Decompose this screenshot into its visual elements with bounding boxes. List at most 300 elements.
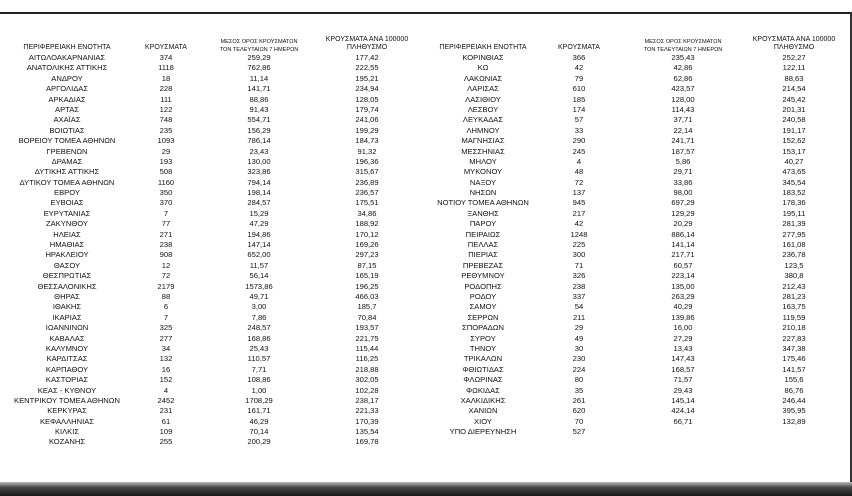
header-cases: ΚΡΟΥΣΜΑΤΑ	[558, 44, 600, 51]
cases-cell: 326	[572, 271, 586, 281]
header-avg7-line1: ΜΕΣΟΣ ΟΡΟΣ ΚΡΟΥΣΜΑΤΩΝ	[220, 39, 298, 45]
avg7-cell: 130,00	[247, 156, 271, 166]
avg7-cell: 70,14	[249, 427, 269, 437]
per100k-cell: 40,27	[784, 156, 804, 166]
per100k-cell: 122,11	[782, 63, 806, 73]
table-row	[0, 157, 426, 167]
avg7-cell: 284,57	[247, 198, 271, 208]
cases-cell: 35	[574, 385, 584, 395]
region-cell: ΚΟΖΑΝΗΣ	[48, 437, 86, 447]
table-row	[0, 188, 426, 198]
avg7-cell: 263,29	[671, 291, 695, 301]
region-cell: ΚΟΡΙΝΘΙΑΣ	[462, 53, 504, 62]
cases-cell: 235	[159, 125, 173, 135]
region-cell: ΝΗΣΩΝ	[469, 188, 497, 198]
cases-cell: 137	[572, 188, 586, 198]
table-row	[0, 292, 426, 302]
cases-cell: 4	[576, 156, 582, 166]
cases-cell: 88	[161, 291, 171, 301]
per100k-cell: 210,18	[782, 323, 806, 333]
header-avg7	[198, 38, 320, 54]
cases-cell: 271	[159, 229, 173, 239]
cases-cell: 225	[572, 240, 586, 250]
cases-cell: 33	[574, 125, 584, 135]
region-cell: ΚΑΡΠΑΘΟΥ	[45, 364, 89, 374]
avg7-cell: 187,57	[671, 146, 695, 156]
avg7-cell: 23,43	[249, 146, 269, 156]
per100k-cell: 191,17	[782, 125, 806, 135]
avg7-cell: 27,29	[673, 333, 693, 343]
table-row	[428, 188, 846, 198]
per100k-cell: 87,15	[357, 260, 377, 270]
cases-cell: 255	[159, 437, 173, 447]
table-row	[428, 84, 846, 94]
per100k-cell: 236,78	[782, 250, 806, 260]
per100k-cell: 395,95	[782, 406, 806, 416]
region-cell: ΑΙΤΩΛΟΑΚΑΡΝΑΝΙΑΣ	[28, 53, 106, 62]
region-cell: ΖΑΚΥΝΘΟΥ	[46, 219, 88, 229]
cases-cell: 34	[161, 343, 171, 353]
avg7-cell: 129,29	[671, 208, 695, 218]
region-cell: ΚΕΦΑΛΛΗΝΙΑΣ	[39, 416, 95, 426]
region-cell: ΛΑΚΩΝΙΑΣ	[463, 73, 503, 83]
per100k-cell: 135,54	[355, 427, 379, 437]
region-cell: ΡΟΔΟΠΗΣ	[464, 281, 502, 291]
avg7-cell: 25,43	[249, 343, 269, 353]
per100k-cell: 345,54	[782, 177, 806, 187]
table-row	[428, 167, 846, 177]
table-row	[428, 115, 846, 125]
region-cell: ΠΑΡΟΥ	[469, 219, 497, 229]
per100k-cell: 234,94	[355, 84, 379, 94]
table-row	[0, 417, 426, 427]
avg7-cell: 91,43	[249, 104, 269, 114]
bottom-border	[0, 482, 852, 496]
region-cell: ΧΙΟΥ	[474, 416, 492, 426]
per100k-cell: 199,29	[355, 125, 379, 135]
region-cell: ΚΑΒΑΛΑΣ	[49, 333, 85, 343]
avg7-cell: 29,71	[673, 167, 693, 177]
region-cell: ΑΡΚΑΔΙΑΣ	[48, 94, 86, 104]
table-row	[0, 136, 426, 146]
cases-cell: 1093	[157, 136, 175, 146]
header-avg7	[620, 38, 746, 54]
per100k-cell: 201,31	[782, 104, 806, 114]
cases-cell: 42	[574, 219, 584, 229]
per100k-cell: 152,62	[782, 136, 806, 146]
cases-cell: 42	[574, 63, 584, 73]
avg7-cell: 762,86	[247, 63, 271, 73]
region-cell: ΦΩΚΙΔΑΣ	[466, 385, 500, 395]
per100k-cell: 188,92	[355, 219, 379, 229]
cases-cell: 61	[161, 416, 171, 426]
avg7-cell: 424,14	[671, 406, 695, 416]
per100k-cell: 227,83	[782, 333, 806, 343]
table-row	[428, 396, 846, 406]
avg7-cell: 47,29	[249, 219, 269, 229]
avg7-cell: 1573,86	[245, 281, 273, 291]
cases-cell: 6	[163, 302, 169, 312]
header-per100k	[746, 36, 842, 52]
table-row	[0, 302, 426, 312]
cases-cell: 1248	[570, 229, 588, 239]
per100k-cell: 302,05	[355, 375, 379, 385]
per100k-cell: 473,65	[782, 167, 806, 177]
avg7-cell: 652,00	[247, 250, 271, 260]
table-row	[0, 178, 426, 188]
avg7-cell: 71,57	[673, 375, 693, 385]
region-cell: ΛΕΣΒΟΥ	[467, 104, 499, 114]
avg7-cell: 98,00	[673, 188, 693, 198]
region-cell: ΕΥΡΥΤΑΝΙΑΣ	[43, 208, 91, 218]
region-cell: ΙΩΑΝΝΙΝΩΝ	[45, 323, 89, 333]
right-table	[428, 30, 846, 437]
avg7-cell: 198,14	[247, 188, 271, 198]
region-cell: ΡΟΔΟΥ	[469, 291, 497, 301]
table-row	[428, 136, 846, 146]
table-row	[428, 334, 846, 344]
region-cell: ΘΕΣΠΡΩΤΙΑΣ	[42, 271, 92, 281]
region-cell: ΥΠΟ ΔΙΕΡΕΥΝΗΣΗ	[449, 427, 517, 437]
table-row	[428, 198, 846, 208]
per100k-cell: 185,7	[357, 302, 377, 312]
per100k-cell: 88,63	[784, 73, 804, 83]
per100k-cell: 175,51	[355, 198, 379, 208]
avg7-cell: 11,57	[249, 260, 269, 270]
cases-cell: 71	[574, 260, 584, 270]
avg7-cell: 7,71	[251, 364, 267, 374]
region-cell: ΚΩ	[477, 63, 489, 73]
header-per100k-line1: ΚΡΟΥΣΜΑΤΑ ΑΝΑ 100000	[752, 36, 836, 43]
cases-cell: 77	[161, 219, 171, 229]
table-row	[0, 396, 426, 406]
table-row	[0, 365, 426, 375]
cases-cell: 109	[159, 427, 173, 437]
cases-cell: 132	[159, 354, 173, 364]
avg7-cell: 7,86	[251, 312, 267, 322]
per100k-cell: 70,84	[357, 312, 377, 322]
region-cell: ΚΑΡΔΙΤΣΑΣ	[46, 354, 88, 364]
table-row	[0, 95, 426, 105]
avg7-cell: 235,43	[671, 53, 695, 62]
table-row	[0, 271, 426, 281]
table-row	[0, 84, 426, 94]
table-row	[0, 313, 426, 323]
avg7-cell: 200,29	[247, 437, 271, 447]
table-row	[0, 115, 426, 125]
left-table-body	[0, 53, 426, 448]
left-table	[0, 30, 426, 448]
table-row	[428, 240, 846, 250]
region-cell: ΑΝΔΡΟΥ	[51, 73, 83, 83]
table-row	[0, 167, 426, 177]
per100k-cell: 175,46	[782, 354, 806, 364]
region-cell: ΧΑΝΙΩΝ	[468, 406, 498, 416]
table-row	[428, 209, 846, 219]
avg7-cell: 217,71	[671, 250, 695, 260]
region-cell: ΜΗΛΟΥ	[469, 156, 497, 166]
region-cell: ΜΑΓΝΗΣΙΑΣ	[461, 136, 505, 146]
per100k-cell: 466,03	[355, 291, 379, 301]
table-row	[0, 63, 426, 73]
region-cell: ΝΑΞΟΥ	[469, 177, 497, 187]
table-row	[428, 365, 846, 375]
header-avg7-line1: ΜΕΣΟΣ ΟΡΟΣ ΚΡΟΥΣΜΑΤΩΝ	[644, 39, 722, 45]
avg7-cell: 886,14	[671, 229, 695, 239]
per100k-cell: 347,38	[782, 343, 806, 353]
cases-cell: 16	[161, 364, 171, 374]
cases-cell: 185	[572, 94, 586, 104]
region-cell: ΕΒΡΟΥ	[54, 188, 80, 198]
table-row	[0, 230, 426, 240]
avg7-cell: 62,86	[673, 73, 693, 83]
header-region: ΠΕΡΙΦΕΡΕΙΑΚΗ ΕΝΟΤΗΤΑ	[439, 44, 527, 51]
per100k-cell: 184,73	[355, 136, 379, 146]
cases-cell: 228	[159, 84, 173, 94]
avg7-cell: 13,43	[673, 343, 693, 353]
table-row	[0, 219, 426, 229]
cases-cell: 748	[159, 115, 173, 125]
avg7-cell: 786,14	[247, 136, 271, 146]
table-row	[428, 95, 846, 105]
header-region: ΠΕΡΙΦΕΡΕΙΑΚΗ ΕΝΟΤΗΤΑ	[23, 44, 111, 51]
avg7-cell: 11,14	[249, 73, 269, 83]
region-cell: ΧΑΛΚΙΔΙΚΗΣ	[460, 395, 506, 405]
per100k-cell: 86,76	[784, 385, 804, 395]
region-cell: ΙΘΑΚΗΣ	[52, 302, 82, 312]
per100k-cell: 221,33	[355, 406, 379, 416]
table-row	[428, 74, 846, 84]
table-row	[428, 406, 846, 416]
avg7-cell: 42,86	[673, 63, 693, 73]
region-cell: ΠΡΕΒΕΖΑΣ	[462, 260, 504, 270]
table-row	[428, 178, 846, 188]
per100k-cell: 91,32	[357, 146, 377, 156]
table-row	[428, 53, 846, 63]
cases-cell: 366	[572, 53, 586, 62]
avg7-cell: 168,86	[247, 333, 271, 343]
cases-cell: 54	[574, 302, 584, 312]
region-cell: ΦΛΩΡΙΝΑΣ	[463, 375, 503, 385]
per100k-cell: 252,27	[782, 53, 806, 62]
header-per100k	[320, 36, 414, 52]
per100k-cell: 281,39	[782, 219, 806, 229]
cases-cell: 72	[574, 177, 584, 187]
region-cell: ΒΟΙΩΤΙΑΣ	[49, 125, 85, 135]
cases-cell: 337	[572, 291, 586, 301]
table-row	[428, 354, 846, 364]
per100k-cell: 236,57	[355, 188, 379, 198]
per100k-cell: 238,17	[355, 395, 379, 405]
cases-cell: 238	[159, 240, 173, 250]
per100k-cell: 236,89	[355, 177, 379, 187]
cases-cell: 1118	[158, 63, 174, 73]
region-cell: ΑΧΑΪΑΣ	[53, 115, 81, 125]
table-row	[0, 126, 426, 136]
table-row	[0, 198, 426, 208]
avg7-cell: 40,29	[673, 302, 693, 312]
region-cell: ΔΥΤΙΚΗΣ ΑΤΤΙΚΗΣ	[34, 167, 100, 177]
per100k-cell: 132,89	[782, 416, 806, 426]
avg7-cell: 145,14	[671, 395, 695, 405]
avg7-cell: 139,86	[671, 312, 695, 322]
table-row	[0, 147, 426, 157]
avg7-cell: 22,14	[673, 125, 693, 135]
cases-cell: 945	[572, 198, 586, 208]
cases-cell: 224	[572, 364, 586, 374]
per100k-cell: 195,11	[782, 208, 806, 218]
region-cell: ΔΥΤΙΚΟΥ ΤΟΜΕΑ ΑΘΗΝΩΝ	[19, 177, 115, 187]
per100k-cell: 178,36	[782, 198, 806, 208]
table-row	[428, 282, 846, 292]
table-row	[0, 427, 426, 437]
region-cell: ΗΛΕΙΑΣ	[53, 229, 81, 239]
header-avg7-line2: ΤΟΝ ΤΕΛΕΥΤΑΙΩΝ 7 ΗΜΕΡΩΝ	[219, 47, 299, 53]
cases-cell: 217	[572, 208, 586, 218]
per100k-cell: 245,42	[782, 94, 806, 104]
avg7-cell: 697,29	[671, 198, 695, 208]
table-row	[0, 261, 426, 271]
cases-cell: 7	[163, 208, 169, 218]
top-rule	[0, 12, 852, 14]
cases-cell: 370	[159, 198, 173, 208]
region-cell: ΣΕΡΡΩΝ	[467, 312, 499, 322]
table-row	[0, 323, 426, 333]
region-cell: ΣΥΡΟΥ	[470, 333, 496, 343]
per100k-cell: 169,78	[355, 437, 379, 447]
region-cell: ΣΠΟΡΑΔΩΝ	[462, 323, 504, 333]
table-row	[0, 386, 426, 396]
region-cell: ΑΝΑΤΟΛΙΚΗΣ ΑΤΤΙΚΗΣ	[26, 63, 108, 73]
table-row	[428, 344, 846, 354]
per100k-cell: 183,52	[782, 188, 806, 198]
cases-cell: 57	[574, 115, 584, 125]
per100k-cell: 380,8	[784, 271, 804, 281]
per100k-cell: 169,26	[355, 240, 379, 250]
cases-cell: 277	[159, 333, 173, 343]
cases-cell: 70	[574, 416, 584, 426]
region-cell: ΓΡΕΒΕΝΩΝ	[46, 146, 88, 156]
avg7-cell: 114,43	[671, 104, 695, 114]
avg7-cell: 110,57	[247, 354, 271, 364]
per100k-cell: 34,86	[357, 208, 377, 218]
table-row	[0, 240, 426, 250]
cases-cell: 231	[159, 406, 173, 416]
avg7-cell: 33,86	[673, 177, 693, 187]
avg7-cell: 241,71	[671, 136, 695, 146]
table-row	[428, 219, 846, 229]
cases-cell: 238	[572, 281, 586, 291]
table-row	[0, 344, 426, 354]
cases-cell: 111	[160, 94, 172, 104]
cases-cell: 620	[572, 406, 586, 416]
avg7-cell: 147,43	[671, 354, 695, 364]
cases-cell: 174	[572, 104, 586, 114]
per100k-cell: 177,42	[355, 53, 379, 62]
table-row	[0, 250, 426, 260]
per100k-cell: 163,75	[782, 302, 806, 312]
region-cell: ΜΥΚΟΝΟΥ	[463, 167, 503, 177]
region-cell: ΤΡΙΚΑΛΩΝ	[463, 354, 503, 364]
cases-cell: 374	[159, 53, 173, 62]
per100k-cell: 170,39	[355, 416, 379, 426]
cases-cell: 122	[159, 104, 173, 114]
region-cell: ΑΡΤΑΣ	[55, 104, 79, 114]
per100k-cell: 315,67	[355, 167, 379, 177]
cases-cell: 2179	[157, 281, 175, 291]
avg7-cell: 323,86	[247, 167, 271, 177]
cases-cell: 30	[574, 343, 584, 353]
per100k-cell: 212,43	[782, 281, 806, 291]
header-per100k-line2: ΠΛΗΘΥΣΜΟ	[346, 44, 388, 51]
header-per100k-line2: ΠΛΗΘΥΣΜΟ	[773, 44, 815, 51]
avg7-cell: 15,29	[249, 208, 269, 218]
cases-cell: 18	[161, 73, 171, 83]
cases-cell: 12	[161, 260, 171, 270]
avg7-cell: 1708,29	[245, 395, 273, 405]
table-row	[428, 271, 846, 281]
table-row	[0, 74, 426, 84]
region-cell: ΒΟΡΕΙΟΥ ΤΟΜΕΑ ΑΘΗΝΩΝ	[18, 136, 116, 146]
per100k-cell: 141,57	[782, 364, 806, 374]
region-cell: ΕΥΒΟΙΑΣ	[50, 198, 84, 208]
per100k-cell: 221,75	[355, 333, 379, 343]
table-row	[428, 386, 846, 396]
table-row	[0, 437, 426, 447]
avg7-cell: 794,14	[247, 177, 271, 187]
per100k-cell: 116,25	[355, 354, 379, 364]
cases-cell: 152	[159, 375, 173, 385]
per100k-cell: 297,23	[355, 250, 379, 260]
right-table-body	[428, 53, 846, 437]
table-row	[428, 375, 846, 385]
region-cell: ΡΕΘΥΜΝΟΥ	[461, 271, 505, 281]
cases-cell: 325	[159, 323, 173, 333]
region-cell: ΚΑΣΤΟΡΙΑΣ	[45, 375, 89, 385]
left-table-header	[0, 30, 426, 53]
per100k-cell: 115,44	[355, 343, 379, 353]
cases-cell: 1160	[157, 177, 175, 187]
avg7-cell: 46,29	[249, 416, 269, 426]
avg7-cell: 161,71	[247, 406, 271, 416]
region-cell: ΣΑΜΟΥ	[469, 302, 497, 312]
per100k-cell: 246,44	[782, 395, 806, 405]
table-row	[0, 334, 426, 344]
per100k-cell: 277,95	[782, 229, 806, 239]
region-cell: ΔΡΑΜΑΣ	[51, 156, 83, 166]
per100k-cell: 170,12	[355, 229, 379, 239]
header-per100k-line1: ΚΡΟΥΣΜΑΤΑ ΑΝΑ 100000	[325, 36, 409, 43]
table-row	[0, 53, 426, 63]
per100k-cell: 155,6	[784, 375, 804, 385]
cases-cell: 290	[572, 136, 586, 146]
per100k-cell: 123,5	[784, 260, 804, 270]
per100k-cell: 153,17	[782, 146, 806, 156]
avg7-cell: 141,14	[671, 240, 695, 250]
avg7-cell: 108,86	[247, 375, 271, 385]
region-cell: ΛΕΥΚΑΔΑΣ	[462, 115, 504, 125]
table-row	[428, 126, 846, 136]
table-row	[428, 147, 846, 157]
table-row	[428, 261, 846, 271]
cases-cell: 72	[161, 271, 171, 281]
per100k-cell: 102,28	[355, 385, 379, 395]
table-row	[428, 313, 846, 323]
per100k-cell: 195,21	[355, 73, 379, 83]
table-row	[0, 209, 426, 219]
cases-cell: 508	[159, 167, 173, 177]
avg7-cell: 3,00	[251, 302, 267, 312]
